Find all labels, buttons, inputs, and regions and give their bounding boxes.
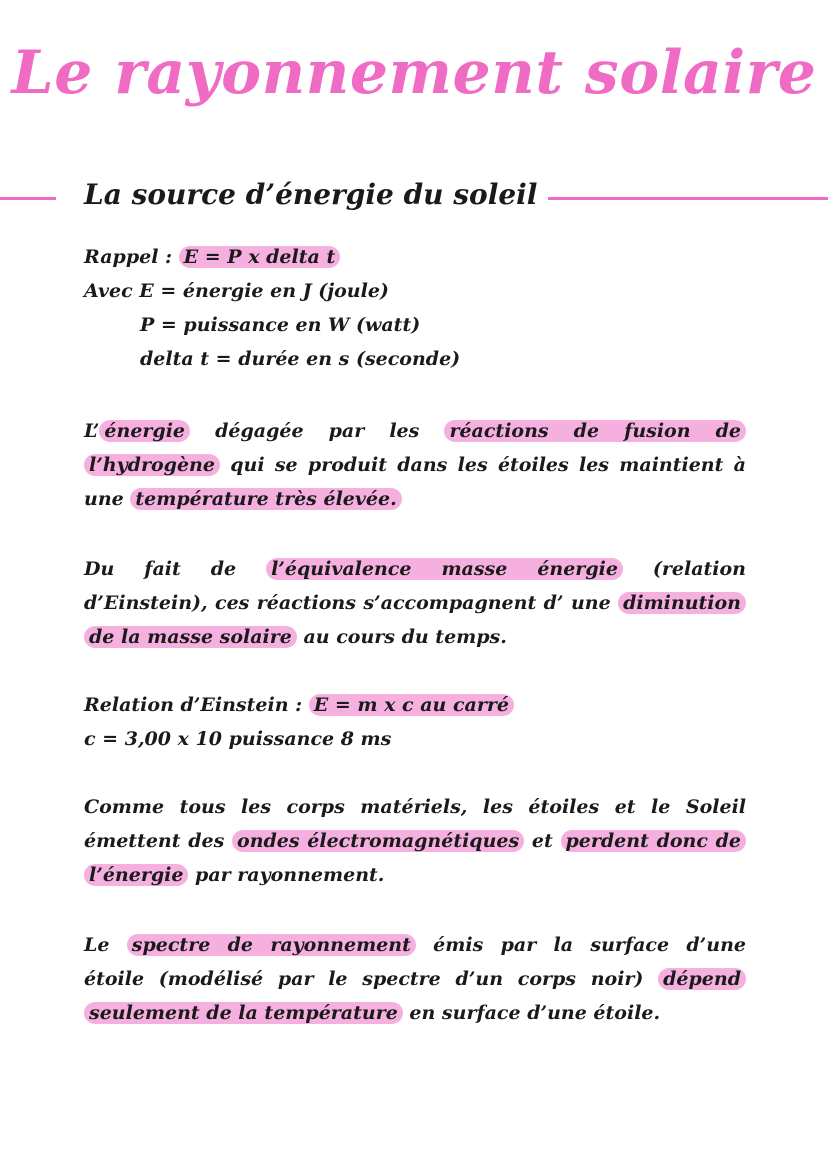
highlight: température très élevée. [130, 488, 401, 510]
highlight: l’énergie [84, 864, 188, 886]
rappel-line: Rappel : E = P x delta t [84, 240, 746, 274]
definition-energy: Avec E = énergie en J (joule) [84, 280, 389, 302]
paragraph-equivalence: Du fait de l’équivalence masse énergie (relation d’Einstein), ces réactions s’accompagnent d’ une diminution de la masse solaire au cours du temps. [84, 558, 746, 648]
paragraph-spectrum: Le spectre de rayonnement émis par la surface d’une étoile (modélisé par le spectre d’un corps noir) dépend seulement de la température en surface d’une étoile. [84, 934, 746, 1024]
highlight: l’hydrogène [84, 454, 220, 476]
speed-of-light: c = 3,00 x 10 puissance 8 ms [84, 728, 392, 750]
title-rule-right [548, 197, 828, 200]
section-title: La source d’énergie du soleil [84, 178, 538, 211]
highlight: énergie [99, 420, 190, 442]
highlight: dépend [658, 968, 746, 990]
rappel-block [84, 240, 746, 376]
highlight: perdent donc de [561, 830, 747, 852]
highlight: spectre de rayonnement [127, 934, 416, 956]
paragraph-fusion: L’ énergie dégagée par les réactions de fusion de l’hydrogène qui se produit dans les étoiles les maintient à une température très élevée. [84, 420, 746, 510]
highlight: l’équivalence masse énergie [266, 558, 623, 580]
title-rule-left [0, 197, 56, 200]
einstein-relation: Relation d’Einstein : E = m x c au carré c = 3,00 x 10 puissance 8 ms [84, 688, 746, 756]
highlight: réactions de fusion de [444, 420, 746, 442]
paragraph-radiation: Comme tous les corps matériels, les étoiles et le Soleil émettent des ondes électromagnétiques et perdent donc de l’énergie par rayonnement. [84, 796, 746, 886]
highlight: E = m x c au carré [309, 694, 514, 716]
highlight: seulement de la température [84, 1002, 403, 1024]
highlight: diminution [618, 592, 746, 614]
highlight: E = P x delta t [179, 246, 341, 268]
highlight: de la masse solaire [84, 626, 297, 648]
definition-power: P = puissance en W (watt) [140, 314, 421, 336]
page-title: Le rayonnement solaire [11, 38, 817, 108]
definition-duration: delta t = durée en s (seconde) [140, 348, 461, 370]
highlight: ondes électromagnétiques [232, 830, 524, 852]
